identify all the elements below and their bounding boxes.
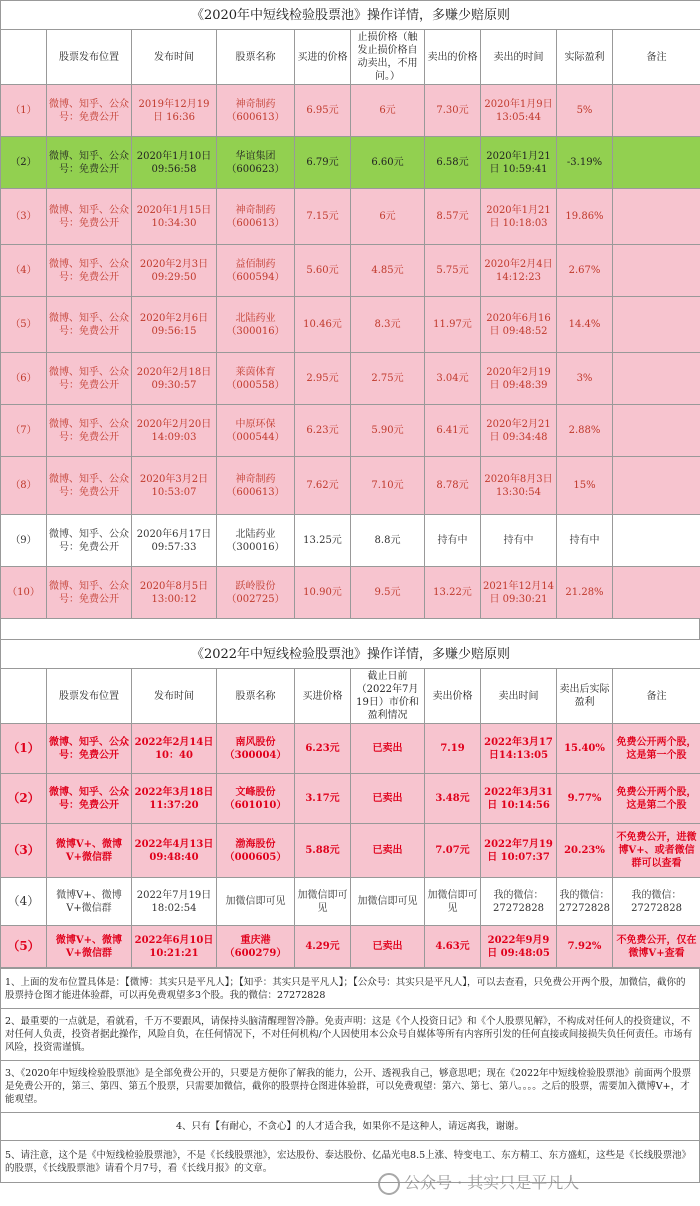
cell-buy: 加微信即可见	[295, 878, 351, 926]
table-title-2020: 《2020年中短线检验股票池》操作详情，多赚少赔原则	[1, 1, 700, 30]
cell-sell-time: 2020年1月9日 13:05:44	[481, 85, 557, 137]
cell-source: 微博V+、微博V+微信群	[47, 926, 132, 968]
header-cell: 实际盈利	[557, 30, 613, 85]
cell-source: 微博、知乎、公众号：免费公开	[47, 457, 132, 515]
cell-sell: 7.19	[425, 724, 481, 774]
cell-idx: （1）	[1, 724, 47, 774]
cell-profit: 15.40%	[557, 724, 613, 774]
table-row	[1, 85, 700, 137]
cell-source: 微博V+、微博V+微信群	[47, 824, 132, 878]
cell-note	[613, 353, 700, 405]
table-gap	[0, 619, 700, 639]
cell-source: 微博、知乎、公众号：免费公开	[47, 85, 132, 137]
cell-profit: 5%	[557, 85, 613, 137]
cell-time: 2022年6月10日 10:21:21	[132, 926, 217, 968]
note-2: 2、最重要的一点就是，看就看，千万不要跟风，请保持头脑清醒理智冷静。免责声明：这是《个人投资日记》和《个人股票见解》，不构成对任何人的投资建议，不对任何人负责，投资者据此操作，风险自负，在任何情况下，不对任何机构/个人因使用本公众号自媒体等所有内容所引发的任何直接或间接损失负任何责任。市场有风险，投资需谨慎。	[1, 1009, 700, 1061]
cell-source: 微博、知乎、公众号：免费公开	[47, 774, 132, 824]
table-row	[1, 405, 700, 457]
cell-idx: （6）	[1, 353, 47, 405]
header-cell	[1, 669, 47, 724]
cell-sell-time: 2022年3月31日 10:14:56	[481, 774, 557, 824]
cell-name: 神奇制药 （600613）	[217, 85, 295, 137]
table-row	[1, 926, 700, 968]
cell-sell-time: 2022年7月19日 10:07:37	[481, 824, 557, 878]
table-row	[1, 824, 700, 878]
cell-idx: （4）	[1, 878, 47, 926]
cell-time: 2020年2月18日 09:30:57	[132, 353, 217, 405]
header-cell: 发布时间	[132, 669, 217, 724]
cell-idx: （9）	[1, 515, 47, 567]
cell-profit: 持有中	[557, 515, 613, 567]
cell-buy: 7.62元	[295, 457, 351, 515]
cell-sell: 3.48元	[425, 774, 481, 824]
cell-sell-time: 2020年2月19日 09:48:39	[481, 353, 557, 405]
cell-sell-time: 2021年12月14日 09:30:21	[481, 567, 557, 619]
header-cell: 卖出时间	[481, 669, 557, 724]
cell-sell: 11.97元	[425, 297, 481, 353]
cell-sell-time: 2020年1月21日 10:59:41	[481, 137, 557, 189]
cell-buy: 4.29元	[295, 926, 351, 968]
cell-buy: 5.88元	[295, 824, 351, 878]
cell-note	[613, 515, 700, 567]
cell-idx: （3）	[1, 824, 47, 878]
cell-idx: （3）	[1, 189, 47, 245]
wechat-logo-icon	[378, 1173, 400, 1195]
cell-buy: 5.60元	[295, 245, 351, 297]
cell-sell-time: 2020年1月21日 10:18:03	[481, 189, 557, 245]
cell-name: 神奇制药 （600613）	[217, 189, 295, 245]
cell-source: 微博V+、微博V+微信群	[47, 878, 132, 926]
cell-idx: （2）	[1, 137, 47, 189]
cell-profit: 19.86%	[557, 189, 613, 245]
cell-sell-time: 2020年8月3日 13:30:54	[481, 457, 557, 515]
header-cell: 卖出后实际盈利	[557, 669, 613, 724]
cell-profit: 15%	[557, 457, 613, 515]
cell-status: 已卖出	[351, 926, 425, 968]
cell-source: 微博、知乎、公众号：免费公开	[47, 724, 132, 774]
cell-idx: （8）	[1, 457, 47, 515]
cell-stop: 6元	[351, 189, 425, 245]
header-cell	[1, 30, 47, 85]
header-cell: 发布时间	[132, 30, 217, 85]
cell-time: 2020年1月15日 10:34:30	[132, 189, 217, 245]
cell-idx: （10）	[1, 567, 47, 619]
cell-source: 微博、知乎、公众号：免费公开	[47, 405, 132, 457]
cell-name: 文峰股份 （601010）	[217, 774, 295, 824]
stock-pool-2022-table	[0, 639, 700, 968]
cell-sell: 8.78元	[425, 457, 481, 515]
header-cell: 备注	[613, 30, 700, 85]
cell-note: 不免费公开，仅在微博V+查看	[613, 926, 700, 968]
cell-name: 益佰制药 （600594）	[217, 245, 295, 297]
header-cell: 买进的价格	[295, 30, 351, 85]
header-cell: 备注	[613, 669, 700, 724]
note-3: 3、《2020年中短线检验股票池》是全部免费公开的，只要是方便你了解我的能力，公开、透视我自己，够意思吧；现在《2022年中短线检验股票池》前面两个股票是免费公开的，第三、第四、第五个股票，只需要加微信，截你的股票持仓图进体验群，可以免费观望：第六、第七、第八。。。。之后的股票，需要加入微博V+，才能观望。	[1, 1061, 700, 1113]
cell-status: 加微信即可见	[351, 878, 425, 926]
header-row	[1, 30, 700, 85]
cell-sell-time: 我的微信：27272828	[481, 878, 557, 926]
cell-source: 微博、知乎、公众号：免费公开	[47, 245, 132, 297]
cell-sell: 加微信即可见	[425, 878, 481, 926]
cell-sell-time: 2022年3月17日14:13:05	[481, 724, 557, 774]
table-row	[1, 297, 700, 353]
cell-sell: 5.75元	[425, 245, 481, 297]
cell-idx: （2）	[1, 774, 47, 824]
cell-sell: 7.07元	[425, 824, 481, 878]
table-title-2022: 《2022年中短线检验股票池》操作详情，多赚少赔原则	[1, 640, 700, 669]
cell-name: 神奇制药 （600613）	[217, 457, 295, 515]
cell-name: 南风股份 （300004）	[217, 724, 295, 774]
cell-name: 北陆药业 （300016）	[217, 515, 295, 567]
cell-note: 免费公开两个股，这是第一个股	[613, 724, 700, 774]
cell-stop: 6.60元	[351, 137, 425, 189]
cell-sell-time: 2020年6月16日 09:48:52	[481, 297, 557, 353]
cell-time: 2020年2月6日 09:56:15	[132, 297, 217, 353]
cell-source: 微博、知乎、公众号：免费公开	[47, 189, 132, 245]
cell-buy: 6.79元	[295, 137, 351, 189]
cell-source: 微博、知乎、公众号：免费公开	[47, 515, 132, 567]
cell-stop: 8.3元	[351, 297, 425, 353]
cell-profit: 2.88%	[557, 405, 613, 457]
watermark	[378, 1170, 579, 1195]
cell-source: 微博、知乎、公众号：免费公开	[47, 297, 132, 353]
cell-idx: （7）	[1, 405, 47, 457]
cell-idx: （5）	[1, 297, 47, 353]
cell-stop: 6元	[351, 85, 425, 137]
watermark-text: 公众号 · 其实只是平凡人	[404, 1173, 580, 1192]
cell-buy: 7.15元	[295, 189, 351, 245]
cell-source: 微博、知乎、公众号：免费公开	[47, 137, 132, 189]
cell-time: 2019年12月19日 16:36	[132, 85, 217, 137]
cell-sell: 7.30元	[425, 85, 481, 137]
cell-profit: 2.67%	[557, 245, 613, 297]
cell-status: 已卖出	[351, 824, 425, 878]
note-1: 1、上面的发布位置具体是：【微博：其实只是平凡人】；【知乎：其实只是平凡人】；【公众号：其实只是平凡人】，可以去查看，只免费公开两个股，加微信，截你的股票持仓图才能进体验群，可以再免费观望多3个股。我的微信：27272828	[1, 969, 700, 1009]
header-cell: 股票发布位置	[47, 30, 132, 85]
cell-time: 2020年3月2日 10:53:07	[132, 457, 217, 515]
cell-sell: 4.63元	[425, 926, 481, 968]
cell-sell: 3.04元	[425, 353, 481, 405]
header-cell: 卖出价格	[425, 669, 481, 724]
cell-time: 2020年8月5日 13:00:12	[132, 567, 217, 619]
cell-note	[613, 85, 700, 137]
cell-sell-time: 持有中	[481, 515, 557, 567]
cell-note	[613, 245, 700, 297]
cell-profit: 20.23%	[557, 824, 613, 878]
cell-buy: 6.95元	[295, 85, 351, 137]
cell-time: 2020年1月10日 09:56:58	[132, 137, 217, 189]
cell-status: 已卖出	[351, 774, 425, 824]
cell-note: 我的微信：27272828	[613, 878, 700, 926]
table-row	[1, 515, 700, 567]
cell-note: 免费公开两个股，这是第二个股	[613, 774, 700, 824]
cell-name: 跃岭股份 （002725）	[217, 567, 295, 619]
header-cell: 股票发布位置	[47, 669, 132, 724]
cell-time: 2022年2月14日 10：40	[132, 724, 217, 774]
cell-sell-time: 2020年2月4日 14:12:23	[481, 245, 557, 297]
cell-name: 重庆港 （600279）	[217, 926, 295, 968]
header-cell: 止损价格（触发止损价格自动卖出，不用问。）	[351, 30, 425, 85]
cell-sell: 持有中	[425, 515, 481, 567]
cell-profit: -3.19%	[557, 137, 613, 189]
cell-time: 2022年3月18日 11:37:20	[132, 774, 217, 824]
cell-time: 2022年4月13日 09:48:40	[132, 824, 217, 878]
header-cell: 卖出的时间	[481, 30, 557, 85]
cell-stop: 2.75元	[351, 353, 425, 405]
cell-time: 2020年6月17日 09:57:33	[132, 515, 217, 567]
table-row	[1, 724, 700, 774]
cell-name: 北陆药业 （300016）	[217, 297, 295, 353]
cell-stop: 7.10元	[351, 457, 425, 515]
notes-table	[0, 968, 700, 1183]
table-row	[1, 245, 700, 297]
cell-sell: 6.58元	[425, 137, 481, 189]
cell-profit: 3%	[557, 353, 613, 405]
table-row	[1, 567, 700, 619]
cell-note	[613, 137, 700, 189]
cell-note: 不免费公开，进微博V+、或者微信群可以查看	[613, 824, 700, 878]
cell-time: 2020年2月3日 09:29:50	[132, 245, 217, 297]
cell-profit: 9.77%	[557, 774, 613, 824]
cell-time: 2022年7月19日 18:02:54	[132, 878, 217, 926]
cell-stop: 9.5元	[351, 567, 425, 619]
cell-source: 微博、知乎、公众号：免费公开	[47, 567, 132, 619]
cell-profit: 14.4%	[557, 297, 613, 353]
cell-name: 莱茵体育 （000558）	[217, 353, 295, 405]
cell-buy: 13.25元	[295, 515, 351, 567]
cell-profit: 我的微信：27272828	[557, 878, 613, 926]
cell-buy: 10.46元	[295, 297, 351, 353]
cell-sell: 6.41元	[425, 405, 481, 457]
cell-name: 华谊集团 （600623）	[217, 137, 295, 189]
cell-note	[613, 567, 700, 619]
cell-name: 渤海股份 （000605）	[217, 824, 295, 878]
cell-buy: 10.90元	[295, 567, 351, 619]
note-4: 4、只有【有耐心，不贪心】的人才适合我，如果你不是这种人，请远离我，谢谢。	[1, 1113, 700, 1141]
cell-idx: （4）	[1, 245, 47, 297]
cell-idx: （5）	[1, 926, 47, 968]
cell-stop: 8.8元	[351, 515, 425, 567]
cell-note	[613, 189, 700, 245]
table-row	[1, 353, 700, 405]
cell-name: 中原环保 （000544）	[217, 405, 295, 457]
cell-note	[613, 457, 700, 515]
header-cell: 股票名称	[217, 30, 295, 85]
cell-idx: （1）	[1, 85, 47, 137]
cell-sell-time: 2022年9月9日 09:48:05	[481, 926, 557, 968]
header-cell: 买进价格	[295, 669, 351, 724]
table-row	[1, 774, 700, 824]
cell-stop: 5.90元	[351, 405, 425, 457]
cell-buy: 2.95元	[295, 353, 351, 405]
cell-time: 2020年2月20日 14:09:03	[132, 405, 217, 457]
cell-status: 已卖出	[351, 724, 425, 774]
cell-name: 加微信即可见	[217, 878, 295, 926]
header-cell: 截止日前（2022年7月19日）市价和盈利情况	[351, 669, 425, 724]
cell-sell-time: 2020年2月21日 09:34:48	[481, 405, 557, 457]
header-row	[1, 669, 700, 724]
table-row	[1, 137, 700, 189]
table-row	[1, 189, 700, 245]
cell-stop: 4.85元	[351, 245, 425, 297]
note-5: 5、请注意，这个是《中短线检验股票池》，不是《长线股票池》，宏达股份、泰达股份、亿晶光电8.5上涨、特变电工、东方精工、东方盛虹，这些是《长线股票池》的股票，《长线股票池》请看个月7号，看《长线月报》的文章。	[1, 1141, 700, 1183]
cell-buy: 3.17元	[295, 774, 351, 824]
cell-source: 微博、知乎、公众号：免费公开	[47, 353, 132, 405]
cell-profit: 21.28%	[557, 567, 613, 619]
table-row	[1, 457, 700, 515]
cell-profit: 7.92%	[557, 926, 613, 968]
cell-sell: 13.22元	[425, 567, 481, 619]
cell-sell: 8.57元	[425, 189, 481, 245]
table-row	[1, 878, 700, 926]
header-cell: 卖出的价格	[425, 30, 481, 85]
cell-note	[613, 297, 700, 353]
cell-note	[613, 405, 700, 457]
header-cell: 股票名称	[217, 669, 295, 724]
cell-buy: 6.23元	[295, 405, 351, 457]
cell-buy: 6.23元	[295, 724, 351, 774]
